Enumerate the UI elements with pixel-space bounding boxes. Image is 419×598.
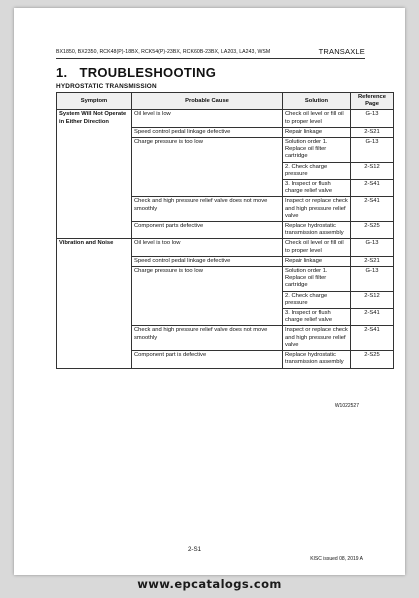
solution-cell: 2. Check charge pressure (283, 291, 351, 308)
table-header-row (57, 93, 394, 110)
solution-cell: Check oil level or fill oil to proper level (283, 239, 351, 256)
solution-cell: Repair linkage (283, 256, 351, 266)
cause-cell: Speed control pedal linkage defective (132, 127, 283, 137)
solution-cell: Inspect or replace check and high pressure relief valve (283, 326, 351, 351)
watermark-url[interactable]: www.epcatalogs.com (137, 577, 282, 591)
page-title (56, 65, 216, 80)
reference-cell: 2-S41 (351, 197, 394, 222)
header-divider (56, 58, 365, 59)
troubleshooting-table (56, 92, 394, 369)
reference-cell: 2-S12 (351, 291, 394, 308)
issue-info: KISC issued 08, 2019 A (310, 556, 363, 562)
cause-cell: Component part is defective (132, 351, 283, 368)
document-code: W1022527 (334, 403, 359, 409)
solution-cell: 2. Check charge pressure (283, 162, 351, 179)
solution-cell: Solution order 1. Replace oil filter cartridge (283, 138, 351, 163)
solution-cell: 3. Inspect or flush charge relief valve (283, 180, 351, 197)
cause-cell: Check and high pressure relief valve does not move smoothly (132, 326, 283, 351)
reference-cell: 2-S25 (351, 222, 394, 239)
header-solution: Solution (283, 93, 351, 110)
title-number: 1. (56, 65, 68, 80)
cause-cell: Charge pressure is too low (132, 138, 283, 197)
symptom-cell: System Will Not Operate in Either Direction (57, 110, 132, 239)
header-section: TRANSAXLE (318, 47, 365, 56)
reference-cell: 2-S21 (351, 127, 394, 137)
header-reference: Reference Page (351, 93, 394, 110)
cause-cell: Check and high pressure relief valve does not move smoothly (132, 197, 283, 222)
solution-cell: Replace hydrostatic transmission assembly (283, 222, 351, 239)
solution-cell: Inspect or replace check and high pressure relief valve (283, 197, 351, 222)
manual-page (14, 8, 405, 575)
table-body (57, 110, 394, 368)
table-row (57, 239, 394, 256)
reference-cell: G-13 (351, 138, 394, 163)
reference-cell: 2-S21 (351, 256, 394, 266)
cause-cell: Charge pressure is too low (132, 267, 283, 326)
page-number: 2-S1 (187, 546, 202, 553)
reference-cell: 2-S41 (351, 309, 394, 326)
reference-cell: G-13 (351, 110, 394, 127)
title-text: TROUBLESHOOTING (79, 65, 217, 80)
solution-cell: 3. Inspect or flush charge relief valve (283, 309, 351, 326)
cause-cell: Oil level is too low (132, 239, 283, 256)
reference-cell: 2-S41 (351, 326, 394, 351)
solution-cell: Replace hydrostatic transmission assembly (283, 351, 351, 368)
reference-cell: G-13 (351, 267, 394, 292)
cause-cell: Oil level is low (132, 110, 283, 127)
reference-cell: 2-S12 (351, 162, 394, 179)
cause-cell: Component parts defective (132, 222, 283, 239)
section-subtitle: HYDROSTATIC TRANSMISSION (56, 83, 157, 90)
solution-cell: Repair linkage (283, 127, 351, 137)
solution-cell: Solution order 1. Replace oil filter cartridge (283, 267, 351, 292)
reference-cell: G-13 (351, 239, 394, 256)
reference-cell: 2-S25 (351, 351, 394, 368)
cause-cell: Speed control pedal linkage defective (132, 256, 283, 266)
header-cause: Probable Cause (132, 93, 283, 110)
symptom-cell: Vibration and Noise (57, 239, 132, 368)
table-row (57, 110, 394, 127)
header-models: BX1850, BX2350, RCK48(P)-18BX, RCK54(P)-23BX, RCK60B-23BX, LA203, LA243, WSM (56, 49, 271, 55)
solution-cell: Check oil level or fill oil to proper level (283, 110, 351, 127)
header-symptom: Symptom (57, 93, 132, 110)
reference-cell: 2-S41 (351, 180, 394, 197)
